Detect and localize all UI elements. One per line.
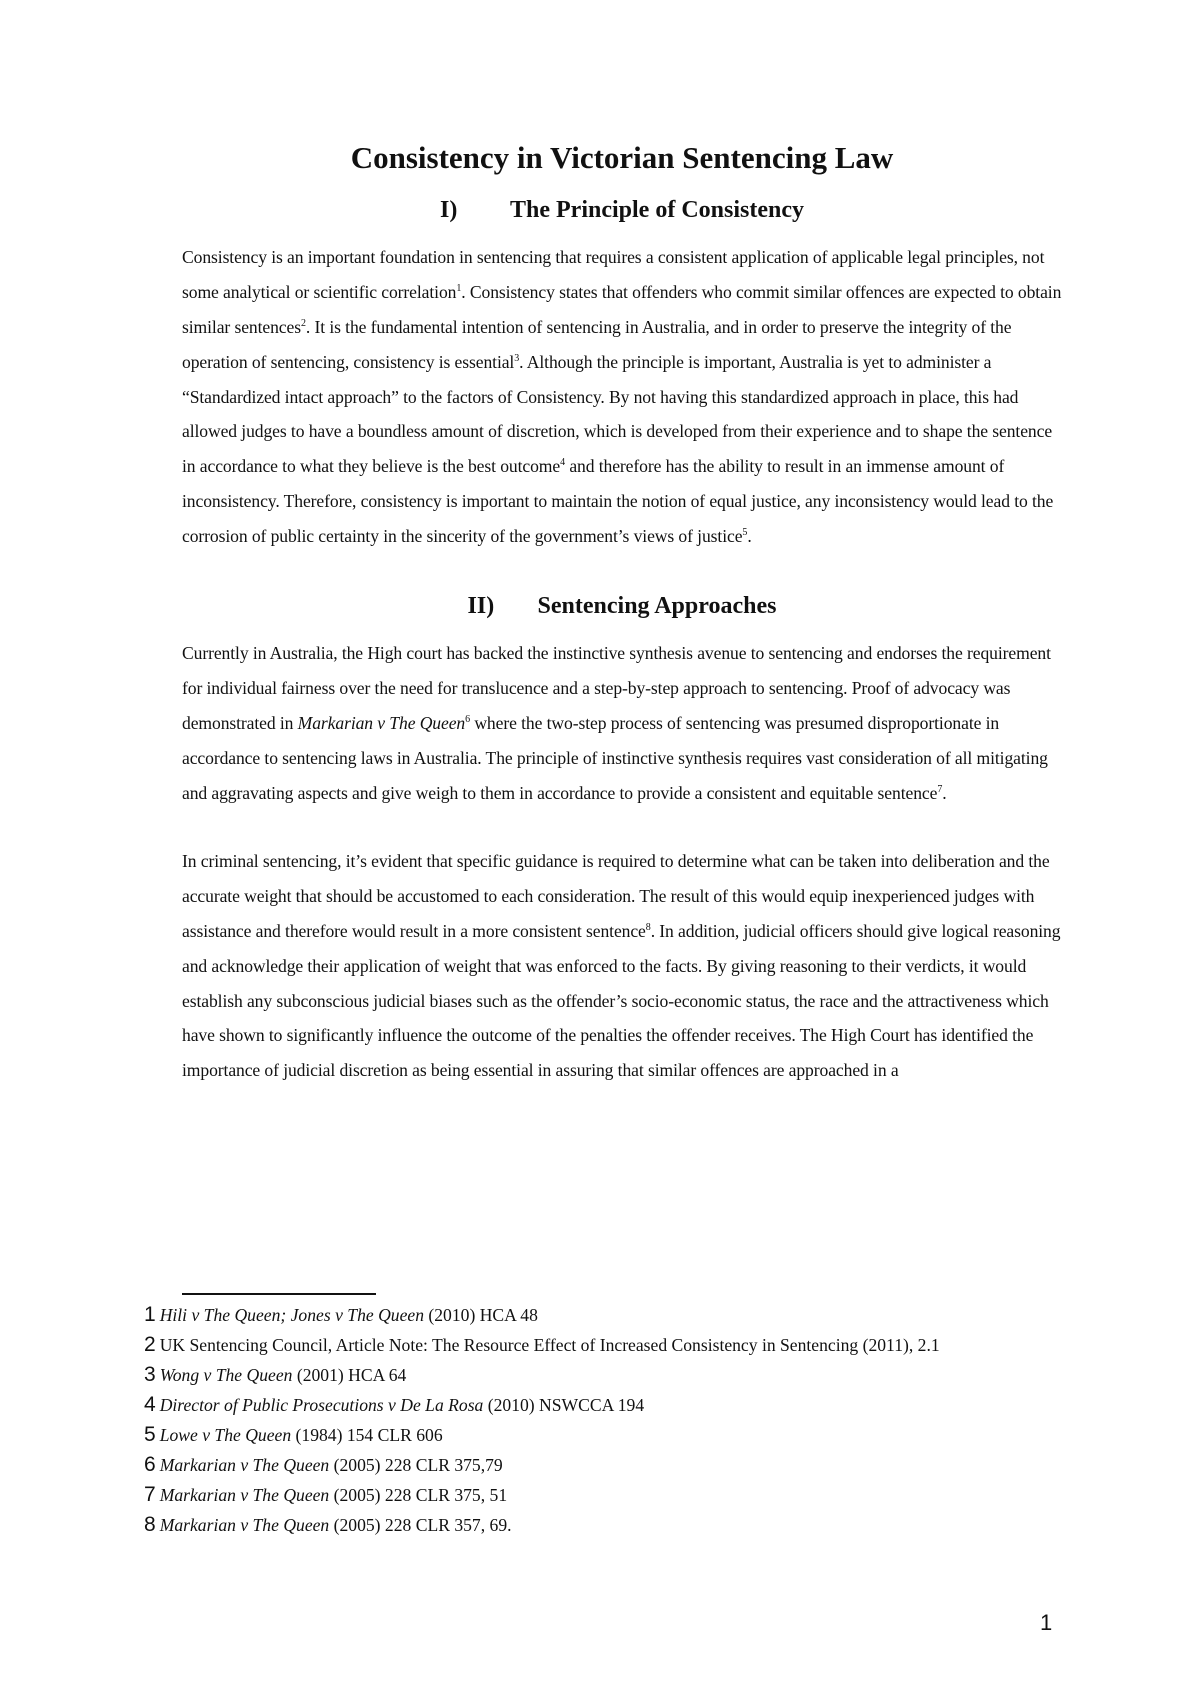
section-number-1: I) — [440, 196, 458, 223]
document-title: Consistency in Victorian Sentencing Law — [350, 140, 894, 175]
footnote-3 — [144, 1362, 1064, 1388]
footnote-number: 7 — [144, 1483, 156, 1506]
footnote-case: Wong v The Queen — [159, 1365, 293, 1385]
footnote-number: 4 — [144, 1393, 156, 1416]
main-content — [182, 140, 1062, 1088]
footnote-number: 3 — [144, 1363, 156, 1386]
text-run: . It is the fundamental intention of sentencing in Australia, and in order to preserve the integrity of the operation of sentencing, consistency is essential — [182, 317, 1012, 372]
footnote-7 — [144, 1482, 1064, 1508]
footnote-citation: (2010) HCA 48 — [424, 1305, 538, 1325]
text-run: . Consistency states that offenders who commit similar offences are expected to obtain similar sentences — [182, 282, 1062, 338]
footnote-case: Director of Public Prosecutions v De La Rosa — [159, 1395, 484, 1415]
section-number-2: II) — [467, 592, 495, 619]
footnote-number: 8 — [144, 1513, 156, 1536]
case-name: Markarian v The Queen — [297, 713, 466, 733]
footnote-case: Markarian v The Queen — [159, 1485, 330, 1505]
footnote-6 — [144, 1452, 1064, 1478]
footnote-number: 2 — [144, 1333, 156, 1356]
paragraph-criminal-sentencing — [182, 844, 1062, 1088]
text-run: Consistency is an important foundation in sentencing that requires a consistent application of applicable legal principles, not some analytical or scientific correlation — [182, 247, 1045, 303]
footnote-ref-4[interactable]: 4 — [560, 457, 566, 469]
footnote-citation: (2005) 228 CLR 375, 51 — [329, 1485, 508, 1505]
footnote-citation: (2001) HCA 64 — [292, 1365, 407, 1385]
text-run: where the two-step process of sentencing was presumed disproportionate in accordance to sentencing laws in Australia. The principle of instinctive synthesis requires vast consideration of all mitigating and aggravating aspects and give weigh to them in accordance to provide a consistent and equitable sentence — [182, 713, 1048, 803]
text-run: Currently in Australia, the High court has backed the instinctive synthesis avenue to sentencing and endorses the requirement for individual fairness over the need for translucence and a step-by-step approach to sentencing. Proof of advocacy was demonstrated in — [182, 643, 1051, 733]
footnote-ref-3[interactable]: 3 — [514, 352, 520, 364]
footnote-citation: (2010) NSWCCA 194 — [483, 1395, 645, 1415]
footnote-ref-7[interactable]: 7 — [937, 783, 943, 795]
section-title-1: The Principle of Consistency — [510, 196, 804, 223]
footnote-8 — [144, 1512, 1064, 1538]
footnote-ref-5[interactable]: 5 — [742, 526, 748, 538]
footnote-citation: (2005) 228 CLR 375,79 — [329, 1455, 503, 1475]
section-title-2: Sentencing Approaches — [537, 592, 777, 619]
footnote-1 — [144, 1302, 1064, 1328]
footnote-case: Markarian v The Queen — [159, 1515, 330, 1535]
page-number: 1 — [1040, 1610, 1053, 1635]
footnote-number: 6 — [144, 1453, 156, 1476]
text-run: . — [942, 782, 947, 803]
footnote-case: Markarian v The Queen — [159, 1455, 330, 1475]
footnote-ref-1[interactable]: 1 — [456, 283, 462, 295]
section-heading-2 — [182, 592, 1062, 621]
section-heading-1 — [182, 196, 1062, 225]
paragraph-consistency — [182, 240, 1062, 553]
footnote-number: 5 — [144, 1423, 156, 1446]
footnote-citation: UK Sentencing Council, Article Note: The Resource Effect of Increased Consistency in Sentencing (2011), 2.1 — [159, 1335, 940, 1355]
footnote-separator — [182, 1293, 376, 1295]
text-run: In criminal sentencing, it’s evident that specific guidance is required to determine what can be taken into deliberation and the accurate weight that should be accustomed to each consideration. The result of this would equip inexperienced judges with assistance and therefore would result in a more consistent sentence — [182, 851, 1050, 941]
text-run: . In addition, judicial officers should give logical reasoning and acknowledge their application of weight that was enforced to the facts. By giving reasoning to their verdicts, it would establish any subconscious judicial biases such as the offender’s socio-economic status, the race and the attractiveness which have shown to significantly influence the outcome of the penalties the offender receives. The High Court has identified the importance of judicial discretion as being essential in assuring that similar offences are approached in a — [182, 920, 1061, 1081]
footnote-number: 1 — [144, 1303, 156, 1326]
footnote-ref-8[interactable]: 8 — [645, 922, 651, 934]
footnote-5 — [144, 1422, 1064, 1448]
text-run: and therefore has the ability to result in an immense amount of inconsistency. Therefore, consistency is important to maintain the notion of equal justice, any inconsistency would lead to the corrosion of public certainty in the sincerity of the government’s views of justice — [182, 456, 1054, 546]
footnote-4 — [144, 1392, 1064, 1418]
footnote-citation: (2005) 228 CLR 357, 69. — [329, 1515, 512, 1535]
footnotes — [144, 1302, 1064, 1542]
text-run: . — [747, 525, 752, 546]
paragraph-approaches — [182, 636, 1062, 810]
footnote-2 — [144, 1332, 1064, 1358]
footnote-citation: (1984) 154 CLR 606 — [291, 1425, 443, 1445]
footnote-case: Hili v The Queen; Jones v The Queen — [159, 1305, 424, 1325]
text-run: . Although the principle is important, Australia is yet to administer a “Standardized intact approach” to the factors of Consistency. By not having this standardized approach in place, this had allowed judges to have a boundless amount of discretion, which is developed from their experience and to shape the sentence in accordance to what they believe is the best outcome — [182, 351, 1053, 477]
footnote-ref-2[interactable]: 2 — [300, 318, 306, 330]
footnote-ref-6[interactable]: 6 — [465, 714, 471, 726]
footnote-case: Lowe v The Queen — [159, 1425, 292, 1445]
